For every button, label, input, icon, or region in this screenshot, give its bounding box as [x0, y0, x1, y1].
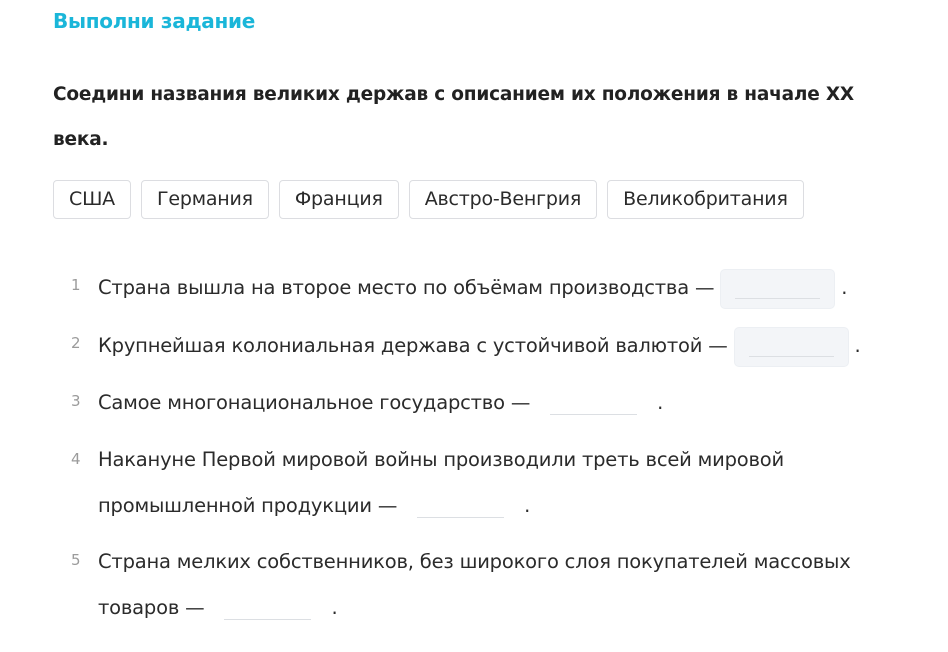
item-number: 5: [71, 551, 81, 569]
item-text: Страна вышла на второе место по объёмам производства —: [98, 276, 715, 299]
item-sentence: [98, 437, 838, 529]
item-end: .: [841, 276, 848, 299]
item-end: .: [854, 334, 861, 357]
item-sentence: [98, 323, 913, 369]
answer-drop-slot[interactable]: [210, 589, 325, 629]
option-chip-great-britain[interactable]: Великобритания: [607, 180, 804, 219]
answer-drop-slot[interactable]: [734, 327, 849, 367]
item-end: .: [657, 391, 664, 414]
item-text: Самое многонациональное государство —: [98, 391, 531, 414]
item-text: Крупнейшая колониальная держава с устойчивой валютой —: [98, 334, 728, 357]
item-text: Накануне Первой мировой войны производили треть всей мировой промышленной продукции —: [98, 448, 785, 517]
item-sentence: [98, 265, 913, 311]
task-title: Выполни задание: [53, 9, 255, 33]
item-end: .: [524, 494, 531, 517]
task-instruction: Соедини названия великих держав с описанием их положения в начале XX века.: [53, 84, 854, 150]
item-number: 3: [71, 392, 81, 410]
option-chip-usa[interactable]: США: [53, 180, 131, 219]
item-text: Страна мелких собственников, без широкого слоя покупателей массовых товаров —: [98, 550, 851, 619]
item-number: 1: [71, 276, 81, 294]
answer-drop-slot[interactable]: [536, 384, 651, 424]
option-chip-france[interactable]: Франция: [279, 180, 399, 219]
option-chip-germany[interactable]: Германия: [141, 180, 269, 219]
item-sentence: [98, 380, 913, 426]
option-chip-austria-hungary[interactable]: Австро-Венгрия: [409, 180, 597, 219]
answer-drop-slot[interactable]: [720, 269, 835, 309]
item-number: 4: [71, 450, 81, 468]
answer-options: [53, 180, 804, 219]
answer-drop-slot[interactable]: [403, 487, 518, 527]
item-number: 2: [71, 334, 81, 352]
item-sentence: [98, 539, 903, 631]
item-end: .: [331, 596, 338, 619]
